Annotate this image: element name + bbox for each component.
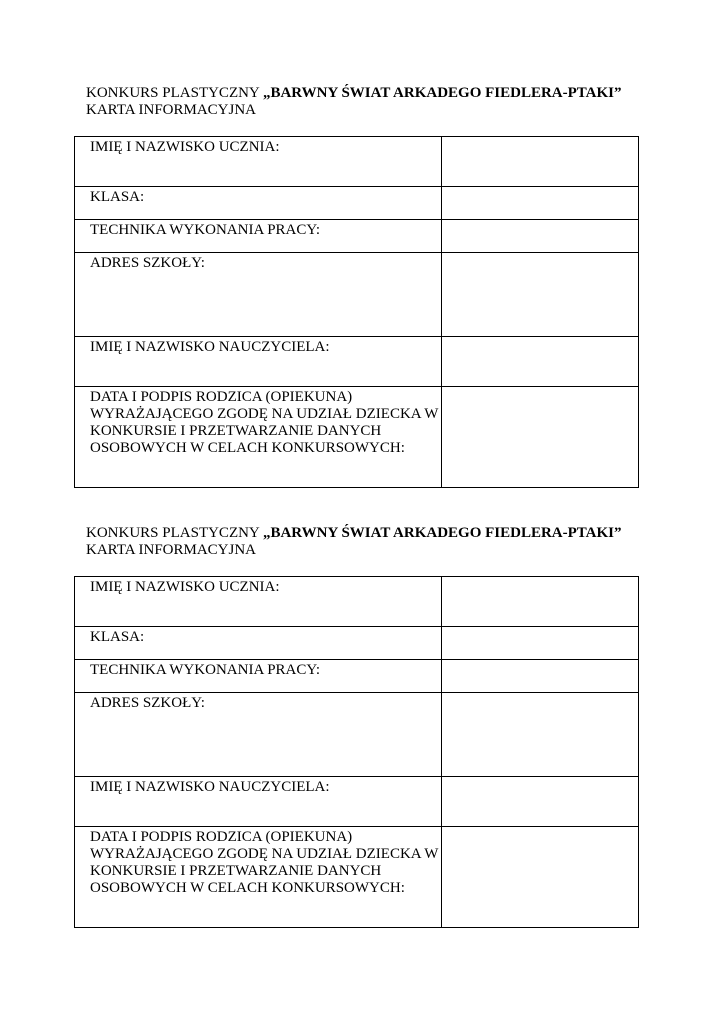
field-label-student-name: IMIĘ I NAZWISKO UCZNIA: [75, 137, 442, 187]
table-row [75, 253, 639, 337]
field-value-school-address[interactable] [442, 253, 639, 337]
field-label-parent-consent: DATA I PODPIS RODZICA (OPIEKUNA) WYRAŻAJĄCEGO ZGODĘ NA UDZIAŁ DZIECKA W KONKURSIE I PRZETWARZANIE DANYCH OSOBOWYCH W CELACH KONKURSOWYCH: [75, 387, 442, 488]
table-row [75, 627, 639, 660]
field-value-parent-consent[interactable] [442, 387, 639, 488]
info-form-table [74, 576, 639, 928]
card-heading [86, 525, 622, 559]
card-heading [86, 85, 622, 119]
field-label-school-address: ADRES SZKOŁY: [75, 253, 442, 337]
info-form-table [74, 136, 639, 488]
field-label-technique: TECHNIKA WYKONANIA PRACY: [75, 660, 442, 693]
field-label-teacher-name: IMIĘ I NAZWISKO NAUCZYCIELA: [75, 777, 442, 827]
card-title [86, 525, 622, 542]
table-row [75, 660, 639, 693]
field-value-student-name[interactable] [442, 137, 639, 187]
title-prefix: KONKURS PLASTYCZNY [86, 85, 263, 101]
field-value-school-address[interactable] [442, 693, 639, 777]
title-bold: „BARWNY ŚWIAT ARKADEGO FIEDLERA-PTAKI” [262, 525, 622, 541]
card-subtitle: KARTA INFORMACYJNA [86, 542, 257, 558]
field-label-technique: TECHNIKA WYKONANIA PRACY: [75, 220, 442, 253]
field-value-student-name[interactable] [442, 577, 639, 627]
field-value-technique[interactable] [442, 660, 639, 693]
field-value-parent-consent[interactable] [442, 827, 639, 928]
field-label-class: KLASA: [75, 187, 442, 220]
field-label-parent-consent: DATA I PODPIS RODZICA (OPIEKUNA) WYRAŻAJĄCEGO ZGODĘ NA UDZIAŁ DZIECKA W KONKURSIE I PRZETWARZANIE DANYCH OSOBOWYCH W CELACH KONKURSOWYCH: [75, 827, 442, 928]
field-value-teacher-name[interactable] [442, 777, 639, 827]
field-value-class[interactable] [442, 627, 639, 660]
table-row [75, 187, 639, 220]
field-value-technique[interactable] [442, 220, 639, 253]
table-row [75, 693, 639, 777]
title-prefix: KONKURS PLASTYCZNY [86, 525, 263, 541]
field-value-class[interactable] [442, 187, 639, 220]
table-row [75, 387, 639, 488]
table-row [75, 337, 639, 387]
card-subtitle: KARTA INFORMACYJNA [86, 102, 257, 118]
table-row [75, 827, 639, 928]
field-label-school-address: ADRES SZKOŁY: [75, 693, 442, 777]
card-title [86, 85, 622, 102]
table-row [75, 220, 639, 253]
field-value-teacher-name[interactable] [442, 337, 639, 387]
field-label-student-name: IMIĘ I NAZWISKO UCZNIA: [75, 577, 442, 627]
table-row [75, 577, 639, 627]
field-label-teacher-name: IMIĘ I NAZWISKO NAUCZYCIELA: [75, 337, 442, 387]
table-row [75, 137, 639, 187]
title-bold: „BARWNY ŚWIAT ARKADEGO FIEDLERA-PTAKI” [262, 85, 622, 101]
table-row [75, 777, 639, 827]
field-label-class: KLASA: [75, 627, 442, 660]
